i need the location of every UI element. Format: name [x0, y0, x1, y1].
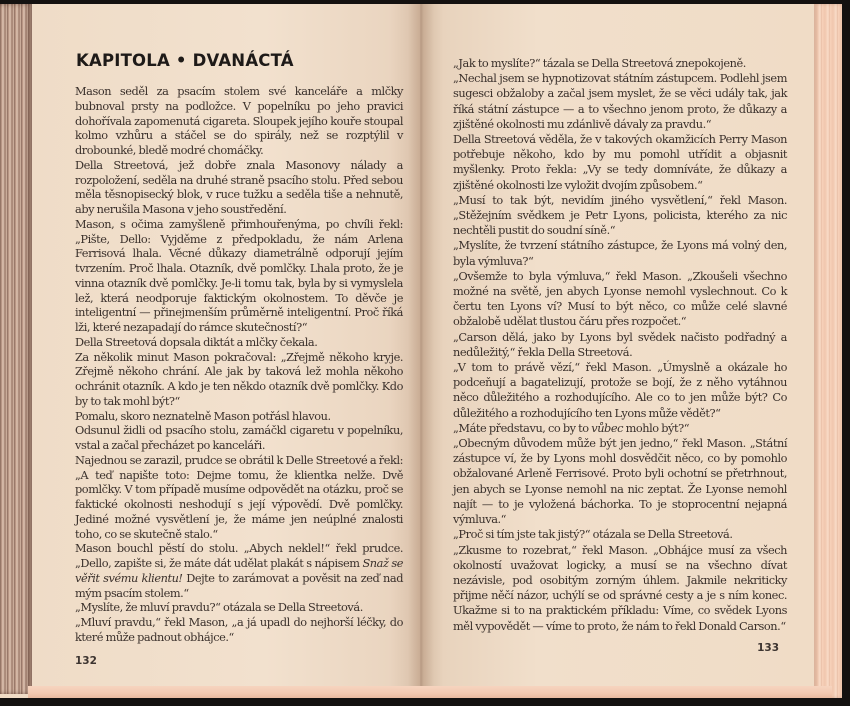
paragraph: „Zkusme to rozebrat,“ řekl Mason. „Obhájce musí za všech okolností uvažovat logicky, a musí se na všechno dívat nezávisle, pod osobitým zorným úhlem. Jakmile nekriticky přijme něčí názor, uchýlí se od správné cesty a je s ním konec. Ukažme si to na praktickém příkladu: Víme, co svědek Lyons měl vypovědět — víme to proto, že nám to řekl Donald Carson.“: [453, 542, 787, 633]
right-page-flow: [453, 56, 787, 655]
paragraph: „Mluví pravdu,“ řekl Mason, „a já upadl do nejhorší léčky, do které může padnout obhájce.“: [75, 615, 403, 644]
paragraph: Odsunul židli od psacího stolu, zamáčkl cigaretu v popelníku, vstal a začal přecházet po kanceláři.: [75, 423, 403, 452]
left-page: [32, 4, 420, 686]
paragraph: Della Streetová dopsala diktát a mlčky čekala.: [75, 334, 318, 349]
paragraph: Mason, s očima zamyšleně přimhouřenýma, po chvíli řekl: „Pište, Dello: Vyjděme z předpokladu, že nám Arlena Ferrisová lhala. Věcné důkazy diametrálně odporují jejím tvrzením. Proč lhala. Otazník, dvě pomlčky. Lhala proto, že je vinna otazník dvě pomlčky. Je-li tomu tak, byla by si vymyslela lež, která neodporuje faktickým okolnostem. To děvče je inteligentní — přinejmenším průměrně inteligentní. Proč říká lži, které nezapadají do rámce skutečností?“: [75, 216, 403, 334]
paragraph-text: mohlo být?“: [623, 420, 690, 435]
paragraph: Za několik minut Mason pokračoval: „Zřejmě někoho kryje. Zřejmě někoho chrání. Ale jak by taková lež mohla někoho ochránit otazník. A kdo je ten někdo otazník dvě pomlčky. Kdo by to tak mohl být?“: [75, 349, 403, 408]
italic-sign-text: Snaž se věřit svému klientu!: [75, 556, 403, 585]
paragraph: „Myslíte, že mluví pravdu?“ otázala se Della Streetová.: [75, 600, 363, 615]
italic-word: vůbec: [591, 420, 624, 435]
paragraph: „Proč si tím jste tak jistý?“ otázala se Della Streetová.: [453, 527, 733, 542]
paragraph: [453, 421, 787, 436]
paragraph: „Nechal jsem se hypnotizovat státním zástupcem. Podlehl jsem sugesci obžaloby a začal jsem myslet, že se věci udály tak, jak říká státní zástupce — a to všechno jenom proto, že důkazy a zjištěné okolnosti mu zdánlivě dávaly za pravdu.“: [453, 71, 787, 131]
paragraph: Pomalu, skoro neznatelně Mason potřásl hlavou.: [75, 408, 331, 423]
paragraph: Mason seděl za psacím stolem své kanceláře a mlčky bubnoval prsty na podložce. V popelníku po jeho pravici dohořívala zapomenutá cigareta. Sloupek jejího kouře stoupal kolmo vzhůru a stáčel se do spirály, než se rozptýlil v drobounké, bledě modré chomáčky.: [75, 84, 403, 157]
left-page-flow: [75, 84, 403, 668]
paragraph: „Musí to tak být, nevidím jiného vysvětlení,“ řekl Mason. „Stěžejním svědkem je Petr Lyons, policista, kterého za nic nechtěli pustit do soudní síně.“: [453, 192, 787, 238]
paragraph: „Obecným důvodem může být jen jedno,“ řekl Mason. „Státní zástupce ví, že by Lyons mohl dosvědčit něco, co by pomohlo obžalované Arleně Ferrisové. Proto byli ochotní se přetrhnout, jen abych se Lyonse nemohl na nic zeptat. Že Lyonse nemohl najít — to je vyložená báchorka. To je stoprocentní nejapná výmluva.“: [453, 436, 787, 527]
paragraph: [75, 541, 403, 600]
right-page-text: [453, 56, 787, 634]
paragraph: „Jak to myslíte?“ tázala se Della Streetová znepokojeně.: [453, 56, 746, 70]
paragraph: „V tom to právě vězí,“ řekl Mason. „Úmyslně a okázale ho podceňují a bagatelizují, protože se bojí, že z něho vytáhnou něco důležitého a rozhodujícího. Ale co to jen může být? Co důležitého a rozhodujícího ten Lyons může vědět?“: [453, 360, 787, 420]
paragraph: „Myslíte, že tvrzení státního zástupce, že Lyons má volný den, byla výmluva?“: [453, 238, 787, 268]
paragraph-text: Dejte to zarámovat a pověsit na zeď nad mým psacím stolem.“: [75, 570, 404, 600]
paragraph: „Ovšemže to byla výmluva,“ řekl Mason. „Zkoušeli všechno možné na světě, jen abych Lyonse nemohl vyslechnout. Co k čertu ten Lyons ví? Musí to být něco, co může celé slavné obžalobě udělat tlustou čáru přes rozpočet.“: [453, 268, 787, 329]
paragraph-text: Mason bouchl pěstí do stolu. „Abych neklel!“ řekl prudce. „Dello, zapište si, že máte dát udělat plakát s nápisem: [75, 541, 403, 570]
paragraph-text: „Máte představu, co by to: [453, 420, 592, 435]
right-page: [420, 4, 814, 686]
left-page-edges: [0, 4, 32, 694]
paragraph: „Carson dělá, jako by Lyons byl svědek načisto podřadný a nedůležitý,“ řekla Della Streetová.: [453, 329, 787, 359]
paragraph: Najednou se zarazil, prudce se obrátil k Delle Streetové a řekl: „A teď napište toto: Dejme tomu, že klientka nelže. Dvě pomlčky. V tom případě musíme odpovědět na otázku, proč se faktické okolnosti neshodují s její výpovědí. Dvě pomlčky. Jediné možné vysvětlení je, že máme jen neúplné znalosti toho, co se skutečně stalo.“: [75, 452, 403, 541]
paragraph: Della Streetová, jež dobře znala Masonovy nálady a rozpoložení, seděla na druhé straně psacího stolu. Před sebou měla těsnopisecký blok, v ruce tužku a seděla tiše a nehnutě, aby nerušila Masona v jeho soustředění.: [75, 157, 403, 216]
page-number-left: 132: [75, 654, 97, 667]
right-page-edges: [814, 4, 842, 698]
bottom-page-edges: [28, 686, 832, 698]
page-number-right: 133: [757, 641, 779, 654]
open-book: [0, 4, 842, 698]
left-page-text: [75, 84, 403, 645]
chapter-title: KAPITOLA • DVANÁCTÁ: [76, 51, 294, 70]
paragraph: Della Streetová věděla, že v takových okamžicích Perry Mason potřebuje někoho, kdo by mu pomohl utřídit a objasnit myšlenky. Proto řekla: „Vy se tedy domníváte, že důkazy a zjištěné okolnosti lze vyložit dvojím způsobem.“: [453, 132, 787, 192]
